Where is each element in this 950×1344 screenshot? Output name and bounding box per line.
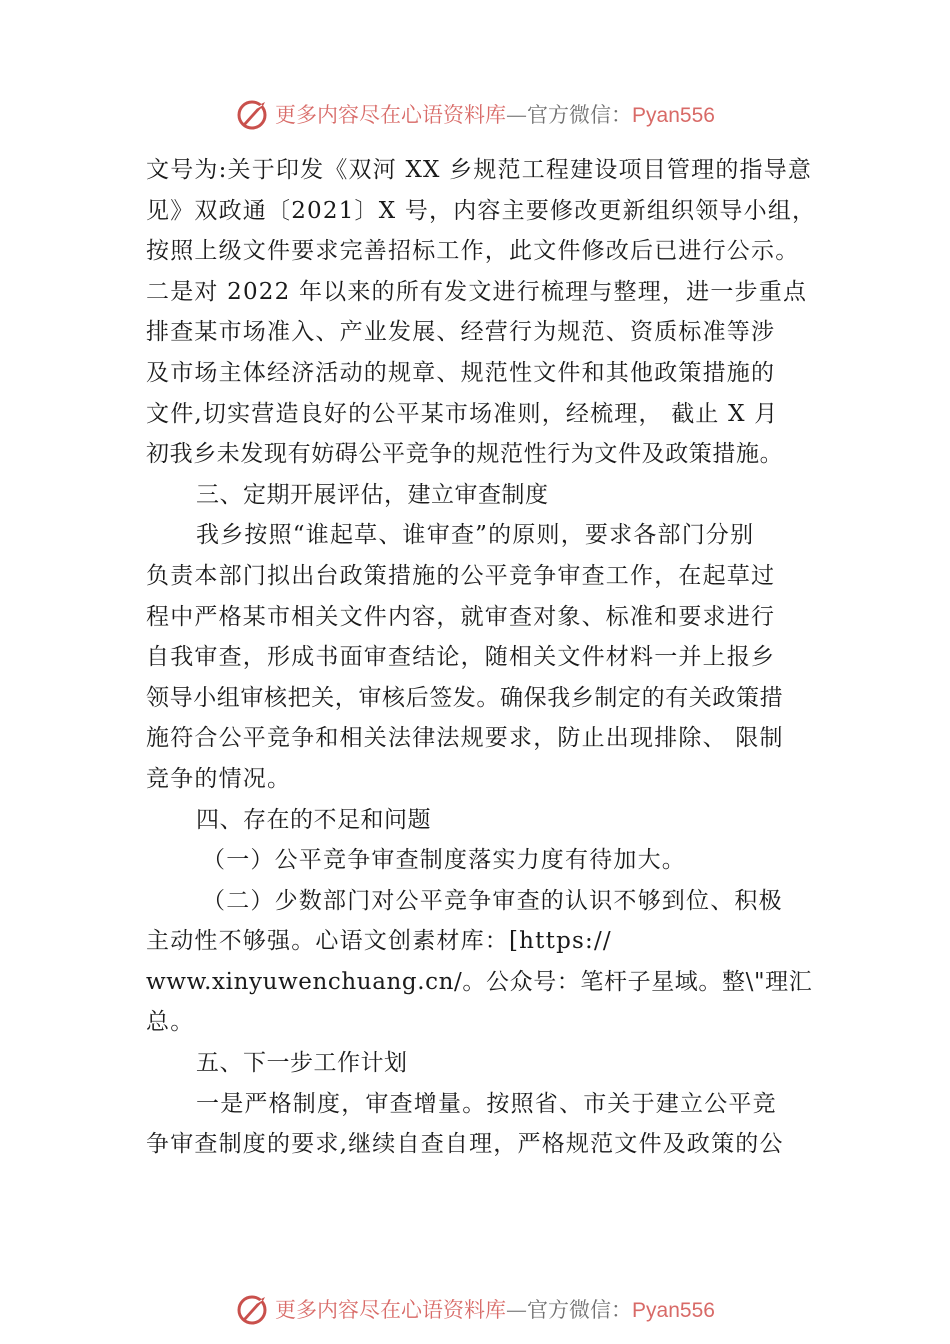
- body-line: 程中严格某市相关文件内容，就审查对象、标准和要求进行: [146, 603, 776, 630]
- body-line: 二是对 2022 年以来的所有发文进行梳理与整理，进一步重点: [146, 278, 808, 305]
- body-line: 按照上级文件要求完善招标工作，此文件修改后已进行公示。: [146, 238, 800, 265]
- body-line: 文号为:关于印发《双河 XX 乡规范工程建设项目管理的指导意: [146, 157, 813, 183]
- footer-wechat-id: Pyan556: [632, 1299, 715, 1322]
- section-heading-4: 四、存在的不足和问题: [196, 806, 431, 833]
- body-line: 我乡按照“谁起草、谁审查”的原则，要求各部门分别: [196, 522, 755, 549]
- footer-separator: —: [506, 1298, 528, 1322]
- header-brand: [275, 99, 715, 129]
- list-item: （一）公平竞争审查制度落实力度有待加大。: [202, 847, 686, 874]
- body-line: www.xinyuwenchuang.cn/。公众号：笔杆子星域。整\"理汇: [146, 968, 813, 995]
- quill-logo-icon: [235, 1291, 271, 1327]
- section-heading-5: 五、下一步工作计划: [196, 1050, 408, 1077]
- footer-wechat-label: 官方微信：: [527, 1298, 633, 1322]
- list-item: （二）少数部门对公平竞争审查的认识不够到位、积极: [202, 887, 783, 914]
- body-line: 总。: [146, 1009, 195, 1036]
- header-wechat-id: Pyan556: [632, 104, 715, 127]
- body-line: 一是严格制度，审查增量。按照省、市关于建立公平竞: [196, 1090, 777, 1117]
- footer-brand-text: 更多内容尽在心语资料库: [275, 1298, 507, 1322]
- footer-brand: [275, 1294, 715, 1324]
- header-wechat-label: 官方微信：: [527, 103, 633, 127]
- body-line: 及市场主体经济活动的规章、规范性文件和其他政策措施的: [146, 359, 776, 386]
- section-heading-3: 三、定期开展评估，建立审查制度: [196, 481, 549, 508]
- body-line: 争审查制度的要求,继续自查自理，严格规范文件及政策的公: [146, 1131, 784, 1158]
- body-line: 文件,切实营造良好的公平某市场准则，经梳理， 截止 X 月: [146, 400, 779, 427]
- footer-banner: [0, 1289, 950, 1329]
- header-separator: —: [506, 103, 528, 127]
- body-line: 竞争的情况。: [146, 765, 292, 792]
- body-line: 施符合公平竞争和相关法律法规要求，防止出现排除、 限制: [146, 725, 784, 752]
- body-line: 初我乡未发现有妨碍公平竞争的规范性行为文件及政策措施。: [146, 441, 784, 468]
- header-brand-text: 更多内容尽在心语资料库: [275, 103, 507, 127]
- body-line: 见》双政通〔2021〕X 号，内容主要修改更新组织领导小组，: [146, 197, 817, 224]
- header-banner: [0, 94, 950, 134]
- document-body: [146, 150, 826, 1165]
- body-line: 排查某市场准入、产业发展、经营行为规范、资质标准等涉: [146, 319, 776, 346]
- body-line: 领导小组审核把关，审核后签发。确保我乡制定的有关政策措: [146, 684, 784, 711]
- body-line: 负责本部门拟出台政策措施的公平竞争审查工作，在起草过: [146, 562, 776, 589]
- body-line: 自我审查，形成书面审查结论，随相关文件材料一并上报乡: [146, 644, 776, 671]
- quill-logo-icon: [235, 96, 271, 132]
- body-line: 主动性不够强。心语文创素材库：[https://: [146, 928, 612, 955]
